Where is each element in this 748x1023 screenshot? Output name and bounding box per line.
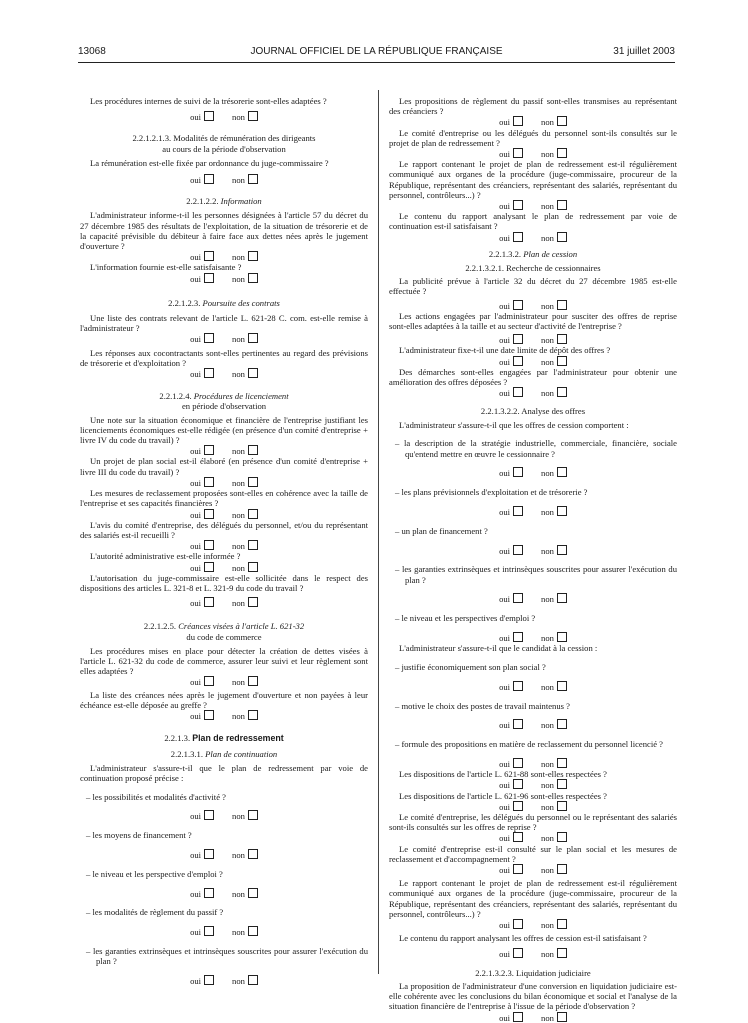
section-heading: 2.2.1.2.4. Procédures de licenciement: [159, 391, 289, 402]
yes-checkbox[interactable]: [204, 676, 214, 686]
no-checkbox[interactable]: [248, 509, 258, 519]
section-heading-line2: au cours de la période d'observation: [162, 143, 286, 154]
no-checkbox[interactable]: [248, 975, 258, 985]
no-checkbox[interactable]: [248, 888, 258, 898]
no-checkbox[interactable]: [248, 926, 258, 936]
no-checkbox[interactable]: [248, 273, 258, 283]
no-checkbox[interactable]: [557, 864, 567, 874]
question: La proposition de l'administrateur d'une conversion en liquidation judiciaire est-elle cohérente avec les conclusions du bilan économique et social et l'analyse de la situation financière de l'entreprise à l'issue de la période d'observation ?: [389, 980, 677, 1012]
yes-checkbox[interactable]: [513, 116, 523, 126]
yes-checkbox[interactable]: [204, 562, 214, 572]
question: L'avis du comité d'entreprise, des délégués du personnel, et/ou du représentant des salariés est-il recueilli ?: [80, 519, 368, 540]
no-checkbox[interactable]: [248, 810, 258, 820]
question: Les procédures mises en place pour détecter la création de dettes visées à l'article L. 621-32 du code de commerce, assurer leur suivi et leur règlement sont elles adaptées ?: [80, 645, 368, 677]
answer-choices: oui non: [80, 562, 368, 573]
section-heading: 2.2.1.2.5. Créances visées à l'article L. 621-32: [143, 621, 305, 632]
question: L'administrateur s'assure-t-il que le candidat à la cession :: [399, 643, 598, 654]
question: L'administrateur informe-t-il les personnes désignées à l'article 57 du décret du 27 décembre 1985 des résultats de l'exploitation, de la situation de trésorerie et de la capacité prévisible du débiteur à faire face aux dettes nées après le jugement d'ouverture ?: [80, 210, 368, 252]
list-item: – les garanties extrinsèques et intrinsèques souscrites pour assurer l'exécution du plan ?: [395, 564, 677, 585]
answer-choices: oui non: [389, 779, 677, 790]
yes-checkbox[interactable]: [204, 849, 214, 859]
yes-checkbox[interactable]: [204, 926, 214, 936]
answer-choices: oui non: [389, 334, 677, 345]
no-checkbox[interactable]: [248, 333, 258, 343]
section-heading-line2: en période d'observation: [181, 401, 267, 412]
yes-checkbox[interactable]: [513, 506, 523, 516]
no-checkbox[interactable]: [248, 849, 258, 859]
yes-checkbox[interactable]: [204, 251, 214, 261]
yes-checkbox[interactable]: [513, 467, 523, 477]
question: L'autorité administrative est-elle informée ?: [90, 551, 241, 562]
question: Le comité d'entreprise, les délégués du personnel ou le représentant des salariés sont-ils consultés sur les offres de reprise ?: [389, 812, 677, 833]
question: Les dispositions de l'article L. 621-96 sont-elles respectées ?: [399, 790, 607, 801]
page-number: 13068: [78, 46, 106, 57]
yes-checkbox[interactable]: [513, 919, 523, 929]
list-item: – la description de la stratégie industrielle, commerciale, financière, sociale qu'entend mettre en œuvre le cessionnaire ?: [395, 438, 677, 459]
list-item: – les modalités de règlement du passif ?: [86, 907, 224, 918]
answer-choices: oui non: [389, 506, 677, 517]
no-checkbox[interactable]: [248, 174, 258, 184]
no-checkbox[interactable]: [557, 356, 567, 366]
answer-choices: oui non: [389, 116, 677, 127]
no-checkbox[interactable]: [557, 719, 567, 729]
answer-choices: oui non: [80, 676, 368, 687]
no-checkbox[interactable]: [557, 148, 567, 158]
section-heading: 2.2.1.3.2.2. Analyse des offres: [480, 406, 586, 417]
answer-choices: oui non: [389, 387, 677, 398]
section-heading-line2: du code de commerce: [186, 631, 262, 642]
yes-checkbox[interactable]: [513, 545, 523, 555]
no-checkbox[interactable]: [557, 801, 567, 811]
page-header: [78, 46, 675, 60]
answer-choices: oui non: [80, 174, 368, 185]
question: La rémunération est-elle fixée par ordonnance du juge-commissaire ?: [90, 157, 329, 168]
answer-choices: oui non: [389, 681, 677, 692]
yes-checkbox[interactable]: [513, 801, 523, 811]
no-checkbox[interactable]: [557, 832, 567, 842]
answer-choices: oui non: [389, 593, 677, 604]
question: L'autorisation du juge-commissaire est-elle sollicitée dans le respect des dispositions des articles L. 321-8 et L. 321-9 du code du travail ?: [80, 572, 368, 593]
yes-checkbox[interactable]: [204, 540, 214, 550]
no-checkbox[interactable]: [557, 632, 567, 642]
no-checkbox[interactable]: [248, 368, 258, 378]
yes-checkbox[interactable]: [513, 758, 523, 768]
yes-checkbox[interactable]: [204, 597, 214, 607]
yes-checkbox[interactable]: [513, 719, 523, 729]
answer-choices: oui non: [80, 888, 368, 899]
no-checkbox[interactable]: [248, 477, 258, 487]
question: Un projet de plan social est-il élaboré (en présence d'un comité d'entreprise + livre III du code du travail) ?: [80, 456, 368, 477]
no-checkbox[interactable]: [557, 593, 567, 603]
header-rule: [78, 62, 675, 63]
no-checkbox[interactable]: [557, 948, 567, 958]
answer-choices: oui non: [80, 810, 368, 821]
question: La liste des créances nées après le jugement d'ouverture et non payées à leur échéance est-elle déposée au greffe ?: [80, 689, 368, 710]
answer-choices: oui non: [389, 719, 677, 730]
yes-checkbox[interactable]: [204, 975, 214, 985]
section-heading: 2.2.1.2.3. Poursuite des contrats: [168, 297, 280, 308]
list-item: – les moyens de financement ?: [86, 830, 192, 841]
no-checkbox[interactable]: [557, 387, 567, 397]
no-checkbox[interactable]: [557, 545, 567, 555]
question: Des démarches sont-elles engagées par l'administrateur pour obtenir une amélioration des offres déposées ?: [389, 366, 677, 388]
answer-choices: oui non: [80, 975, 368, 986]
answer-choices: oui non: [389, 1012, 677, 1023]
answer-choices: oui non: [389, 200, 677, 211]
yes-checkbox[interactable]: [513, 232, 523, 242]
section-heading: 2.2.1.3.2. Plan de cession: [488, 248, 578, 259]
yes-checkbox[interactable]: [513, 200, 523, 210]
no-checkbox[interactable]: [557, 681, 567, 691]
answer-choices: oui non: [389, 467, 677, 478]
question: Les procédures internes de suivi de la trésorerie sont-elles adaptées ?: [90, 96, 327, 106]
question: Les dispositions de l'article L. 621-88 sont-elles respectées ?: [399, 769, 607, 780]
no-checkbox[interactable]: [557, 116, 567, 126]
no-checkbox[interactable]: [248, 562, 258, 572]
answer-choices: oui non: [80, 597, 368, 608]
answer-choices: oui non: [80, 540, 368, 551]
answer-choices: oui non: [389, 801, 677, 812]
list-item: – un plan de financement ?: [395, 525, 488, 536]
yes-checkbox[interactable]: [513, 681, 523, 691]
question: Une note sur la situation économique et financière de l'entreprise justifiant les licenciements économiques est-elle rédigée (en présence d'un comité d'entreprise + livre IV du code du travail) ?: [80, 414, 368, 446]
section-heading: 2.2.1.3. Plan de redressement: [164, 733, 284, 744]
yes-checkbox[interactable]: [204, 368, 214, 378]
no-checkbox[interactable]: [557, 300, 567, 310]
yes-checkbox[interactable]: [204, 273, 214, 283]
answer-choices: oui non: [80, 333, 368, 344]
yes-checkbox[interactable]: [513, 948, 523, 958]
no-checkbox[interactable]: [557, 334, 567, 344]
list-item: – le niveau et les perspective d'emploi ?: [86, 868, 223, 879]
yes-checkbox[interactable]: [204, 445, 214, 455]
yes-checkbox[interactable]: [204, 710, 214, 720]
question: Le contenu du rapport analysant le plan de redressement par voie de continuation est-il satisfaisant ?: [389, 211, 677, 232]
yes-checkbox[interactable]: [513, 779, 523, 789]
answer-choices: oui non: [80, 368, 368, 379]
question: L'administrateur s'assure-t-il que le plan de redressement par voie de continuation proposé précise :: [80, 762, 368, 783]
yes-checkbox[interactable]: [513, 1012, 523, 1022]
answer-choices: oui non: [389, 632, 677, 643]
yes-checkbox[interactable]: [513, 356, 523, 366]
list-item: – formule des propositions en matière de reclassement du personnel licencié ?: [395, 739, 663, 750]
answer-choices: oui non: [80, 445, 368, 456]
journal-title: JOURNAL OFFICIEL DE LA RÉPUBLIQUE FRANÇAISE: [250, 46, 503, 57]
answer-choices: oui non: [389, 148, 677, 159]
yes-checkbox[interactable]: [204, 174, 214, 184]
question: L'information fournie est-elle satisfaisante ?: [90, 262, 242, 273]
yes-checkbox[interactable]: [513, 632, 523, 642]
question: Le comité d'entreprise ou les délégués du personnel sont-ils consultés sur le projet de plan de redressement ?: [389, 127, 677, 148]
answer-choices: oui non: [80, 111, 368, 122]
yes-checkbox[interactable]: [513, 387, 523, 397]
no-checkbox[interactable]: [248, 445, 258, 455]
yes-checkbox[interactable]: [513, 864, 523, 874]
answer-choices: oui non: [389, 232, 677, 243]
no-checkbox[interactable]: [557, 758, 567, 768]
yes-checkbox[interactable]: [513, 334, 523, 344]
yes-checkbox[interactable]: [204, 509, 214, 519]
question: Une liste des contrats relevant de l'article L. 621-28 C. com. est-elle remise à l'administrateur ?: [80, 313, 368, 334]
yes-checkbox[interactable]: [513, 148, 523, 158]
section-heading: 2.2.1.3.2.1. Recherche de cessionnaires: [465, 263, 601, 274]
answer-choices: oui non: [389, 300, 677, 311]
yes-checkbox[interactable]: [204, 333, 214, 343]
no-checkbox[interactable]: [557, 232, 567, 242]
answer-choices: oui non: [80, 926, 368, 937]
section-heading: 2.2.1.2.1.3. Modalités de rémunération des dirigeants: [132, 133, 316, 144]
no-checkbox[interactable]: [557, 1012, 567, 1022]
answer-choices: oui non: [80, 849, 368, 860]
question: L'administrateur fixe-t-il une date limite de dépôt des offres ?: [399, 345, 611, 356]
no-checkbox[interactable]: [557, 200, 567, 210]
answer-choices: oui non: [389, 758, 677, 769]
answer-choices: oui non: [389, 832, 677, 843]
list-item: – justifie économiquement son plan social ?: [395, 662, 546, 673]
question: L'administrateur s'assure-t-il que les offres de cession comportent :: [399, 419, 629, 430]
list-item: – les plans prévisionnels d'exploitation et de trésorerie ?: [395, 487, 588, 498]
column-divider: [378, 90, 379, 974]
answer-choices: oui non: [389, 545, 677, 556]
list-item: – les garanties extrinsèques et intrinsèques souscrites pour assurer l'exécution du plan ?: [86, 945, 368, 967]
no-checkbox[interactable]: [557, 467, 567, 477]
question: Les actions engagées par l'administrateur pour susciter des offres de reprise sont-elles adaptées à la taille et au secteur d'activité de l'entreprise ?: [389, 310, 677, 332]
question: Les mesures de reclassement proposées sont-elles en cohérence avec la taille de l'entreprise et ses capacités financières ?: [80, 488, 368, 509]
section-heading: 2.2.1.3.2.3. Liquidation judiciaire: [475, 967, 591, 978]
section-heading: 2.2.1.2.2. Information: [186, 196, 262, 207]
answer-choices: oui non: [389, 356, 677, 367]
question: Les réponses aux cocontractants sont-elles pertinentes au regard des prévisions de trésorerie et d'exploitation ?: [80, 347, 368, 368]
question: La publicité prévue à l'article 32 du décret du 27 décembre 1985 est-elle effectuée ?: [389, 276, 677, 297]
answer-choices: oui non: [80, 477, 368, 488]
no-checkbox[interactable]: [248, 111, 258, 121]
answer-choices: oui non: [389, 948, 677, 959]
no-checkbox[interactable]: [557, 779, 567, 789]
no-checkbox[interactable]: [248, 540, 258, 550]
yes-checkbox[interactable]: [204, 111, 214, 121]
list-item: – motive le choix des postes de travail maintenus ?: [395, 700, 570, 711]
yes-checkbox[interactable]: [204, 810, 214, 820]
answer-choices: oui non: [80, 710, 368, 721]
answer-choices: oui non: [389, 919, 677, 930]
question: Les propositions de règlement du passif sont-elles transmises au représentant des créanciers ?: [389, 96, 677, 117]
yes-checkbox[interactable]: [204, 477, 214, 487]
question: Le comité d'entreprise est-il consulté sur le plan social et les mesures de reclassement et d'accompagnement ?: [389, 843, 677, 864]
right-column: [389, 96, 677, 1023]
yes-checkbox[interactable]: [513, 300, 523, 310]
no-checkbox[interactable]: [248, 710, 258, 720]
yes-checkbox[interactable]: [513, 593, 523, 603]
answer-choices: oui non: [389, 864, 677, 875]
list-item: – le niveau et les perspectives d'emploi ?: [395, 613, 536, 624]
question: Le contenu du rapport analysant les offres de cession est-il satisfaisant ?: [399, 933, 647, 944]
question: Le rapport contenant le projet de plan de redressement est-il régulièrement communiqué aux organes de la procédure (juge-commissaire, procureur de la République, représentant des créanciers, représentant des salariés, représentant du personnel, contrôleurs...) ?: [389, 878, 677, 919]
question: Le rapport contenant le projet de plan de redressement est-il régulièrement communiqué aux organes de la procédure (juge-commissaire, procureur de la République, représentant des créanciers, représentant des salariés, représentant du personnel, contrôleurs...) ?: [389, 159, 677, 200]
list-item: – les possibilités et modalités d'activité ?: [86, 791, 226, 802]
yes-checkbox[interactable]: [204, 888, 214, 898]
no-checkbox[interactable]: [248, 676, 258, 686]
answer-choices: oui non: [80, 273, 368, 284]
left-column: [80, 96, 368, 986]
answer-choices: oui non: [80, 251, 368, 262]
yes-checkbox[interactable]: [513, 832, 523, 842]
no-checkbox[interactable]: [248, 251, 258, 261]
no-checkbox[interactable]: [557, 506, 567, 516]
section-heading: 2.2.1.3.1. Plan de continuation: [170, 749, 278, 760]
no-checkbox[interactable]: [248, 597, 258, 607]
answer-choices: oui non: [80, 509, 368, 520]
publication-date: 31 juillet 2003: [613, 46, 675, 57]
no-checkbox[interactable]: [557, 919, 567, 929]
